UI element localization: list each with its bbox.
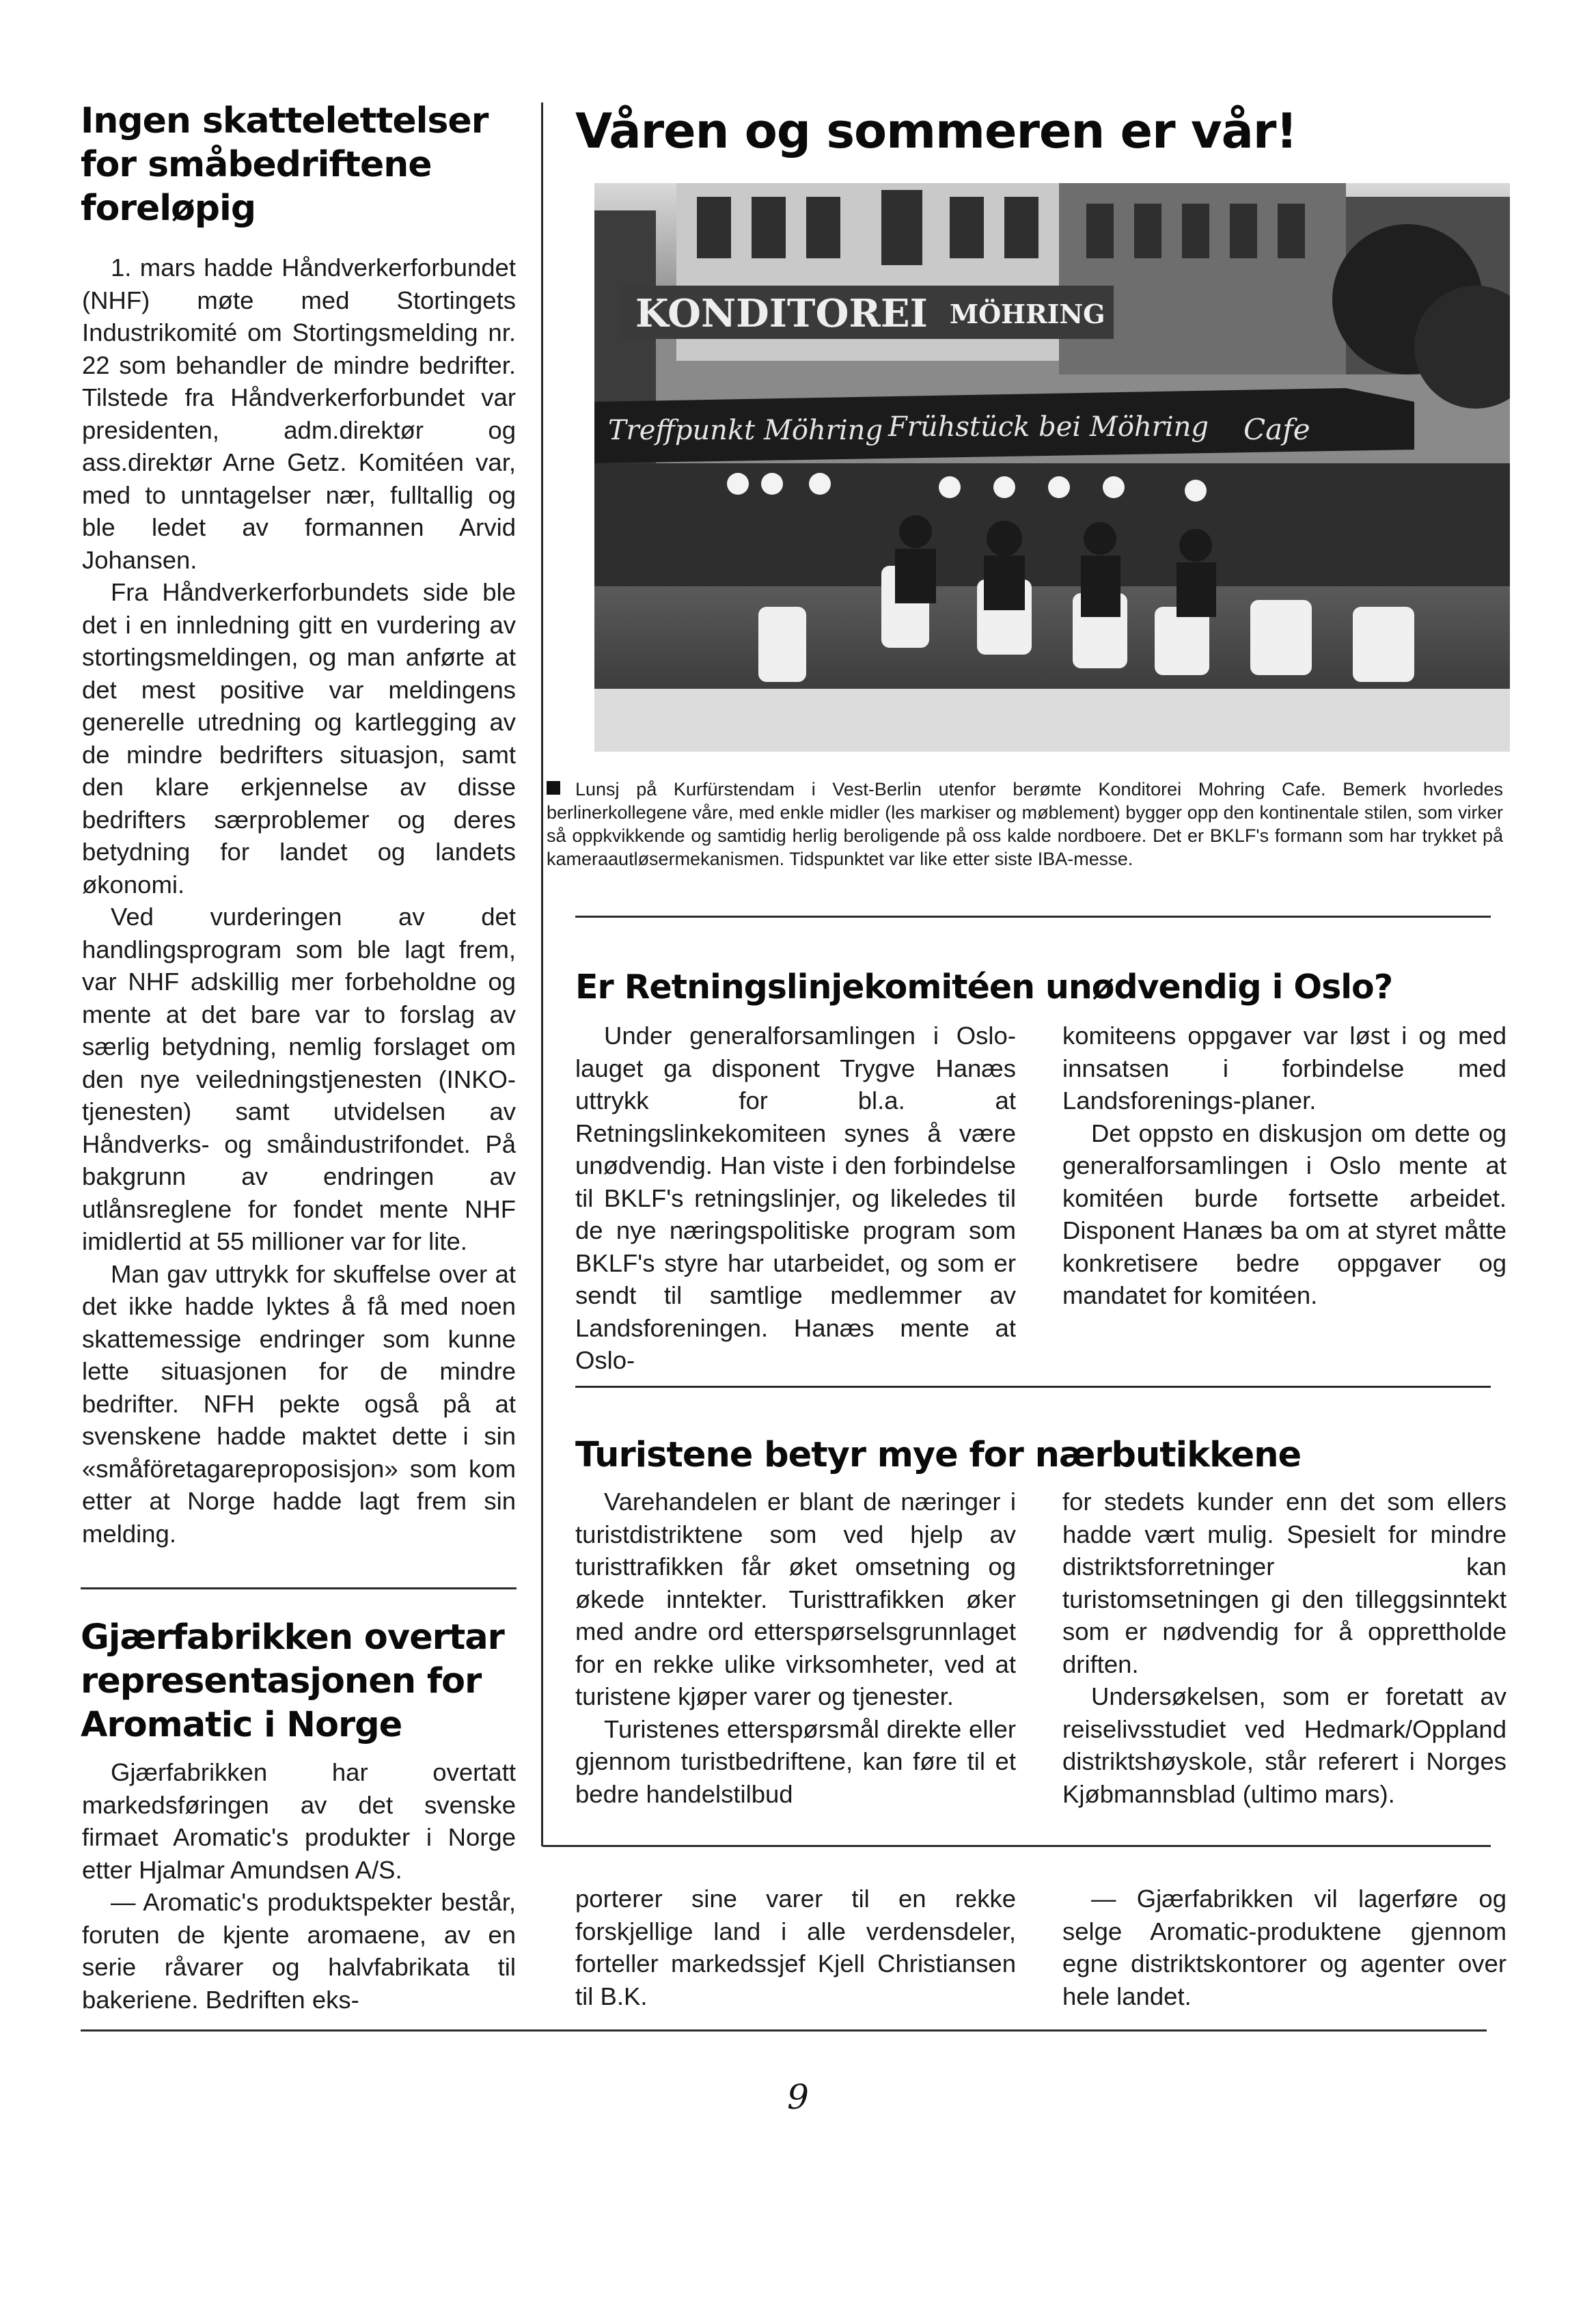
cafe-photo <box>594 183 1510 752</box>
bottom-rule <box>81 2029 1487 2032</box>
headline-line: for småbedriftene <box>81 144 432 185</box>
article-left-body <box>82 251 516 1550</box>
paragraph: Man gav uttrykk for skuffelse over at det ikke hadde lyktes å få med noen skattemessige endringer som kunne lette situasjonen for de mindre bedrifter. NFH pekte også på at svenskene hadde maktet dette i sin «småföretagareproposisjon» som kom etter at Norge hadde lagt frem sin melding. <box>82 1259 516 1548</box>
paragraph: Turistenes etterspørsmål direkte eller gjennom turistbedriftene, kan føre til et bedre handelstilbud <box>575 1714 1016 1808</box>
paragraph: komiteens oppgaver var løst i og med innsatsen i forbindelse med Landsforenings-planer. <box>1062 1022 1506 1114</box>
headline-turistene: Turistene betyr mye for nærbutikkene <box>575 1435 1302 1475</box>
sign-fruhstuck: Frühstück bei Möhring <box>888 411 1209 443</box>
paragraph: Det oppsto en diskusjon om dette og generalforsamlingen i Oslo mente at komitéen burde fortsette arbeidet. Disponent Hanæs ba om at styret måtte konkretisere bedre oppgaver og mandatet for komitéen. <box>1062 1119 1506 1309</box>
caption-bullet-icon <box>547 781 560 795</box>
headline-line: Gjærfabrikken overtar <box>81 1617 504 1658</box>
gjaer-col-3 <box>1062 1883 1506 2012</box>
paragraph: porterer sine varer til en rekke forskjellige land i alle verdensdeler, forteller markedssjef Kjell Christiansen til B.K. <box>575 1885 1016 2010</box>
paragraph: — Gjærfabrikken vil lagerføre og selge Aromatic-produktene gjennom egne distriktskontorer og agenter over hele landet. <box>1062 1885 1506 2010</box>
paragraph: Gjærfabrikken har overtatt markedsføringen av det svenske firmaet Aromatic's produkter i Norge etter Hjalmar Amundsen A/S. <box>82 1758 516 1884</box>
sign-mohring: MÖHRING <box>950 299 1105 329</box>
headline-line: Aromatic i Norge <box>81 1705 402 1745</box>
headline-vaaren: Våren og sommeren er vår! <box>575 103 1297 159</box>
divider <box>575 1386 1491 1388</box>
paragraph: 1. mars hadde Håndverkerforbundet (NHF) møte med Stortingets Industrikomité om Stortingsmelding nr. 22 som behandler de mindre bedrifter. Tilstede fra Håndverkerforbundet var presidenten, adm.direktør og ass.direktør Arne Getz. Komitéen var, med to unntagelser nær, fulltallig og ble ledet av formannen Arvid Johansen. <box>82 254 516 574</box>
headline-ingen-skattelettelser <box>81 99 504 230</box>
paragraph: Undersøkelsen, som er foretatt av reiselivsstudiet ved Hedmark/Oppland distriktshøyskole, står referert i Norges Kjøbmannsblad (ultimo mars). <box>1062 1682 1506 1808</box>
paragraph: — Aromatic's produktspekter består, foruten de kjente aromaene, av en serie råvarer og halvfabrikata til bakeriene. Bedriften eks- <box>82 1888 516 2014</box>
paragraph: Fra Håndverkerforbundets side ble det i en innledning gitt en vurdering av stortingsmeldingen, og man anførte at det mest positive var meldingens generelle utredning og kartlegging av de mindre bedrifters situasjon, samt den klare erkjennelse av disse bedrifters særproblemer og deres betydning for landet og landets økonomi. <box>82 578 516 899</box>
gjaer-col-1 <box>82 1756 516 2016</box>
gjaer-col-2 <box>575 1883 1016 2012</box>
sign-treffpunkt: Treffpunkt Möhring <box>608 415 883 446</box>
headline-line: Ingen skattelettelser <box>81 100 489 141</box>
divider <box>81 1587 517 1589</box>
paragraph: Under generalforsamlingen i Oslo-lauget ga disponent Trygve Hanæs uttrykk for bl.a. at Retningslinkekomiteen synes å være unødvendig. Han viste i den forbindelse til BKLF's retningslinjer, og likeledes til de nye næringspolitiske program som BKLF's styre har utarbeidet, og som er sendt til samtlige medlemmer av Landsforeningen. Hanæs mente at Oslo- <box>575 1022 1016 1374</box>
headline-line: representasjonen for <box>81 1661 482 1701</box>
headline-line: foreløpig <box>81 188 256 229</box>
headline-retningslinjekomiteen: Er Retningslinjekomitéen unødvendig i Oslo? <box>575 968 1393 1007</box>
caption-text: Lunsj på Kurfürstendam i Vest-Berlin utenfor berømte Konditorei Mohring Cafe. Bemerk hvorledes berlinerkollegene våre, med enkle midler (les markiser og møblement) bygger opp den kontinentale stilen, som virker så oppkvikkende og samtidig herlig beroligende på oss kalde nordboere. Det er BKLF's formann som har trykket på kameraautløsermekanismen. Tidspunktet var like etter siste IBA-messe. <box>547 779 1503 869</box>
divider <box>575 916 1491 918</box>
headline-gjaerfabrikken <box>81 1616 532 1747</box>
paragraph: Varehandelen er blant de næringer i turistdistriktene som ved hjelp av turisttrafikken får øket omsetning og økede inntekter. Turisttrafikken øker med andre ord etterspørselsgrunnlaget for en rekke ulike virksomheter, ved at turistene kjøper varer og tjenester. <box>575 1488 1016 1710</box>
turist-col-2 <box>1062 1486 1506 1810</box>
divider <box>542 1845 1491 1847</box>
photo-caption <box>547 778 1503 871</box>
sign-cafe: Cafe <box>1243 413 1310 446</box>
retning-col-1 <box>575 1020 1016 1377</box>
sign-konditorei: KONDITOREI <box>635 291 928 336</box>
retning-col-2 <box>1062 1020 1506 1312</box>
page-number: 9 <box>787 2077 809 2117</box>
photo-drawing <box>594 183 1510 752</box>
turist-col-1 <box>575 1486 1016 1810</box>
column-separator <box>541 102 543 1846</box>
paragraph: Ved vurderingen av det handlingsprogram som ble lagt frem, var NHF adskillig mer forbeholdne og mente at det bare var to forslag av særlig betydning, nemlig forslaget om den nye veiledningstjenesten (INKO-tjenesten) samt utvidelsen av Håndverks- og småindustrifondet. På bakgrunn av endringen av utlånsreglene for fondet mente NHF imidlertid at 55 millioner var for lite. <box>82 903 516 1255</box>
paragraph: for stedets kunder enn det som ellers hadde vært mulig. Spesielt for mindre distriktsforretninger kan turistomsetningen gi den tilleggsinntekt som er nødvendig for å opprettholde driften. <box>1062 1488 1506 1678</box>
